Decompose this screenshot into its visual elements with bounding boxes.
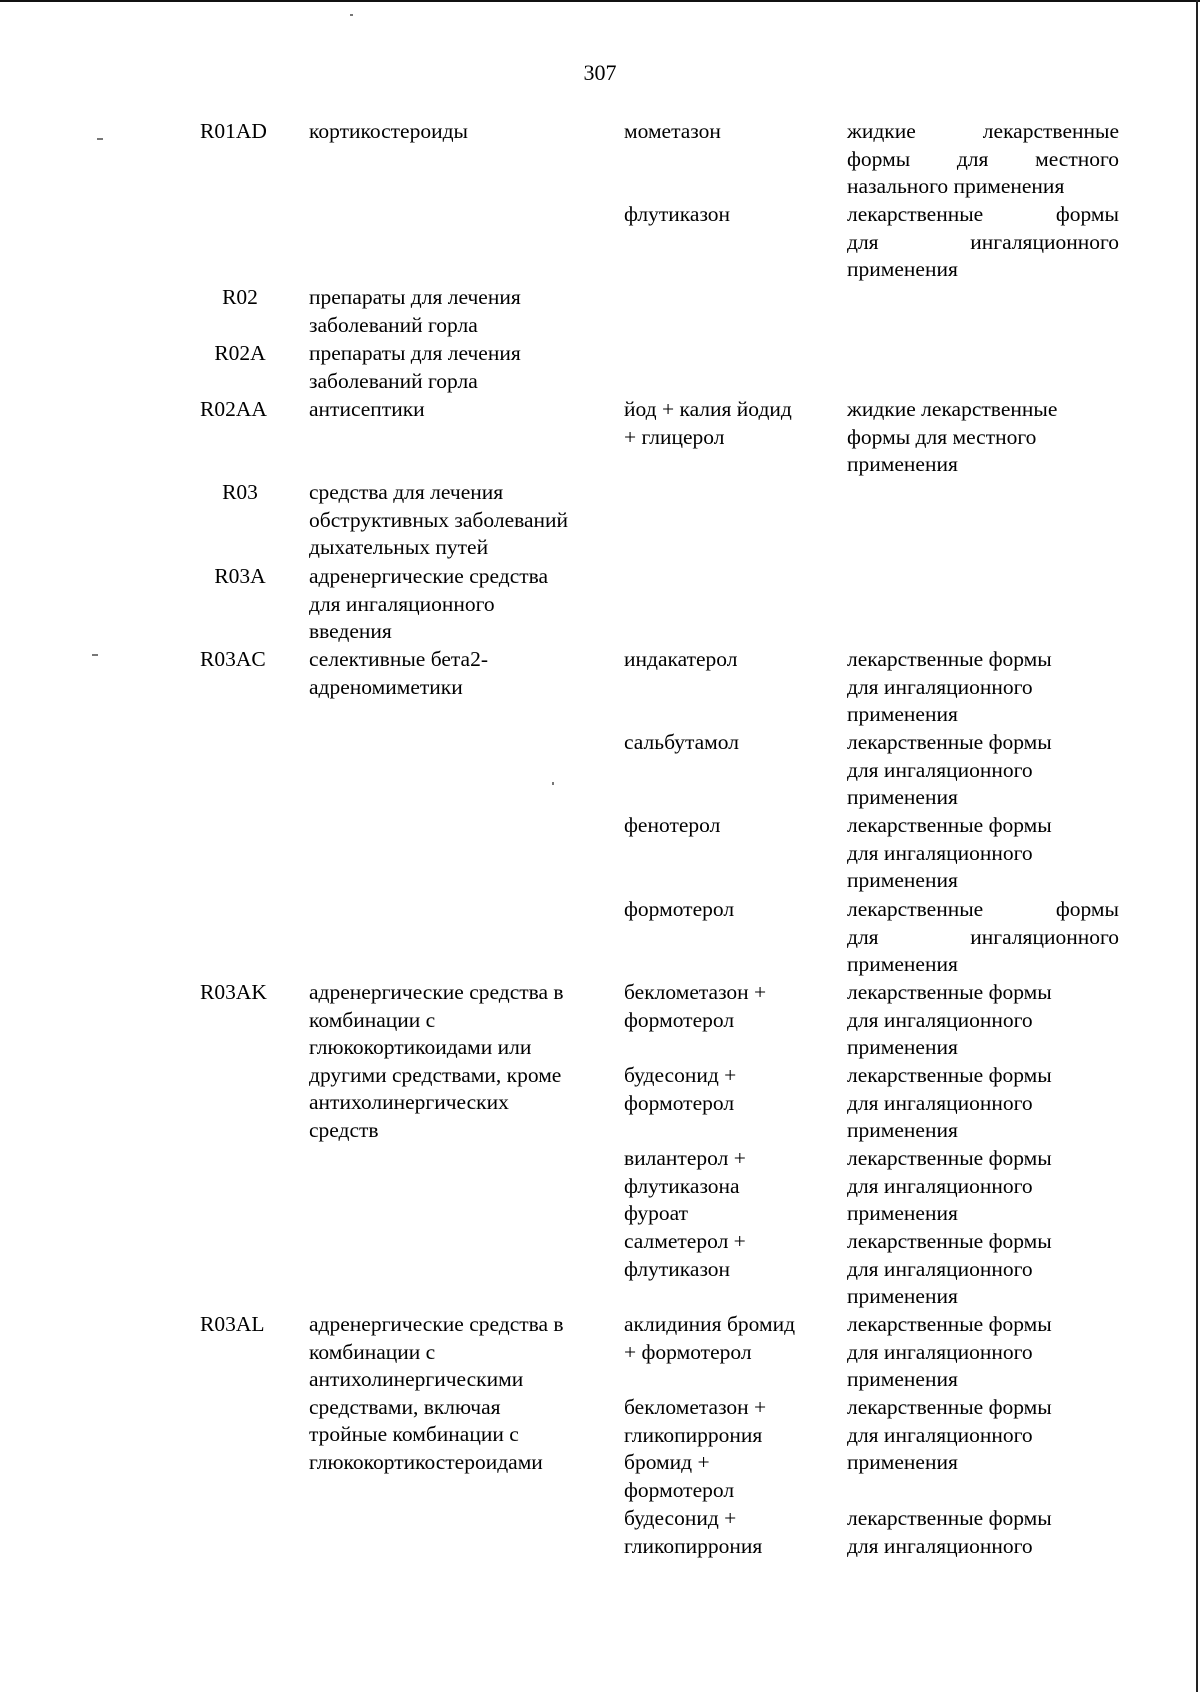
right-edge-line (1196, 0, 1198, 1692)
dosage-form: лекарственные формы для ингаляционного применения (847, 730, 1052, 810)
drug-name: мометазон (624, 119, 721, 143)
drug-name: флутиказон (624, 202, 731, 226)
top-border-line (0, 0, 1200, 2)
atc-group: препараты для лечения заболеваний горла (309, 285, 521, 337)
atc-group: адренергические средства для ингаляционного введения (309, 564, 549, 644)
atc-group: селективные бета2- адреномиметики (309, 647, 489, 699)
scan-speck (97, 138, 103, 140)
atc-code: R03AL (200, 1312, 265, 1336)
dosage-form: жидкие лекарственные формы для местного назального применения (847, 119, 1119, 199)
drug-name: индакатерол (624, 647, 738, 671)
dosage-form: лекарственные формы для ингаляционного применения (847, 980, 1052, 1060)
dosage-form: лекарственные формы для ингаляционного (847, 1506, 1052, 1558)
drug-name: аклидиния бромид + формотерол (624, 1312, 796, 1364)
dosage-form: лекарственные формы для ингаляционного применения (847, 1229, 1052, 1309)
dosage-form: лекарственные формы для ингаляционного применения (847, 202, 1119, 282)
dosage-form: лекарственные формы для ингаляционного применения (847, 897, 1119, 977)
drug-name: вилантерол + флутиказона фуроат (624, 1146, 746, 1226)
dosage-form: лекарственные формы для ингаляционного применения (847, 1063, 1052, 1143)
atc-code: R03 (222, 480, 258, 504)
atc-group: адренергические средства в комбинации с антихолинергическими средствами, включая тройные комбинации с глюкокортикостероидами (309, 1312, 564, 1474)
atc-code: R03AK (200, 980, 267, 1004)
atc-group: адренергические средства в комбинации с глюкокортикоидами или другими средствами, кроме антихолинергических средств (309, 980, 564, 1142)
drug-name: формотерол (624, 897, 735, 921)
dosage-form: лекарственные формы для ингаляционного применения (847, 1146, 1052, 1226)
dosage-form: лекарственные формы для ингаляционного применения (847, 1312, 1052, 1392)
atc-code: R02 (222, 285, 258, 309)
dosage-form: лекарственные формы для ингаляционного применения (847, 813, 1052, 893)
scan-speck (350, 14, 353, 16)
page-number: 307 (583, 60, 617, 85)
drug-name: йод + калия йодид + глицерол (624, 397, 792, 449)
drug-name: сальбутамол (624, 730, 739, 754)
scan-speck (552, 782, 554, 785)
dosage-form: жидкие лекарственные формы для местного применения (847, 397, 1058, 477)
atc-code: R02AA (200, 397, 267, 421)
drug-name: салметерол + флутиказон (624, 1229, 746, 1281)
atc-group: антисептики (309, 397, 425, 421)
atc-group: препараты для лечения заболеваний горла (309, 341, 521, 393)
atc-group: кортикостероиды (309, 119, 468, 143)
drug-name: фенотерол (624, 813, 721, 837)
scan-speck (92, 654, 98, 656)
dosage-form: лекарственные формы для ингаляционного применения (847, 647, 1052, 727)
atc-group: средства для лечения обструктивных заболеваний дыхательных путей (309, 480, 569, 560)
atc-code: R03A (214, 564, 266, 588)
atc-code: R01AD (200, 119, 267, 143)
drug-name: беклометазон + гликопиррония бромид + формотерол (624, 1395, 767, 1502)
atc-code: R02A (214, 341, 266, 365)
drug-name: беклометазон + формотерол (624, 980, 767, 1032)
drug-name: будесонид + формотерол (624, 1063, 737, 1115)
drug-name: будесонид + гликопиррония (624, 1506, 763, 1558)
dosage-form: лекарственные формы для ингаляционного применения (847, 1395, 1052, 1475)
atc-code: R03AC (200, 647, 266, 671)
